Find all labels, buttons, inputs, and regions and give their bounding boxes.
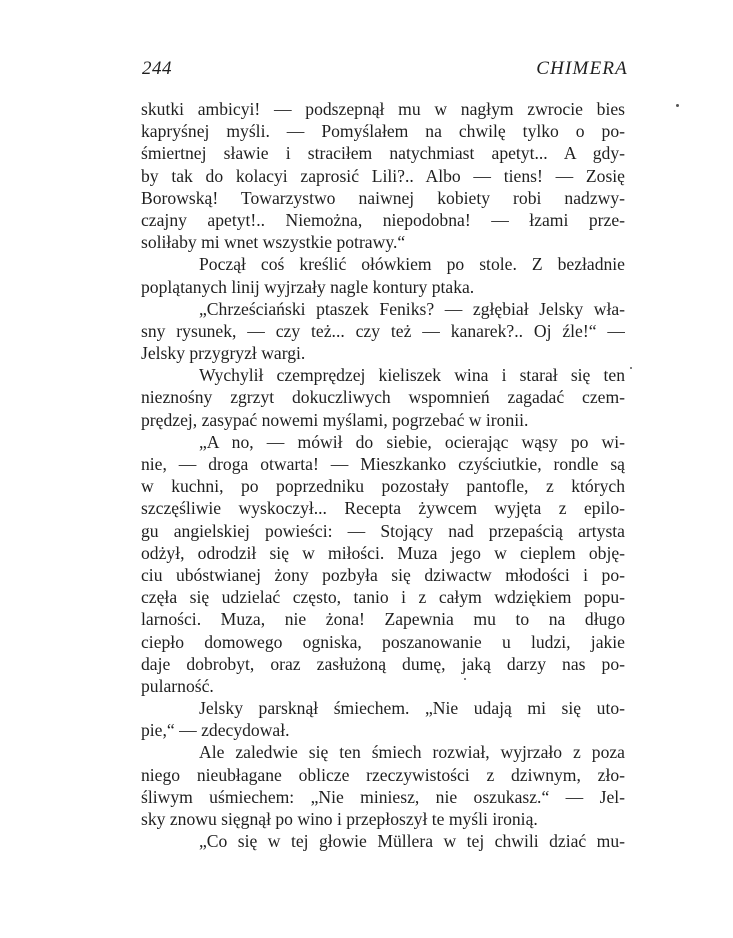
text-line: pie,“ — zdecydował. xyxy=(141,720,290,741)
running-title: CHIMERA xyxy=(536,58,628,79)
paper-speck xyxy=(676,104,679,107)
text-line: sny rysunek, — czy też... czy też — kanarek?.. Oj źle!“ — xyxy=(141,320,625,341)
page-number: 244 xyxy=(142,58,172,79)
text-line: kapryśnej myśli. — Pomyślałem na chwilę tylko o po- xyxy=(141,121,625,142)
running-head xyxy=(142,58,628,84)
text-line: ciepło domowego ogniska, poszanowanie u ludzi, jakie xyxy=(141,631,625,652)
text-line: poplątanych linij wyjrzały nagle kontury ptaka. xyxy=(141,276,475,297)
paragraph-start-line: Wychylił czemprędzej kieliszek wina i starał się ten xyxy=(199,365,625,386)
paper-speck xyxy=(464,678,466,680)
text-line: pularność. xyxy=(141,675,214,696)
text-line: Jelsky przygryzł wargi. xyxy=(141,343,306,364)
text-line: śliwym uśmiechem: „Nie miniesz, nie oszukasz.“ — Jel- xyxy=(141,786,625,807)
paragraph-start-line: Ale zaledwie się ten śmiech rozwiał, wyjrzało z poza xyxy=(199,742,625,763)
text-line: soliłaby mi wnet wszystkie potrawy.“ xyxy=(141,232,406,253)
text-line: by tak do kolacyi zaprosić Lili?.. Albo — tiens! — Zosię xyxy=(141,165,625,186)
text-line: skutki ambicyi! — podszepnął mu w nagłym zwrocie bies xyxy=(141,99,625,119)
text-line: szczęśliwie wyskoczył... Recepta żywcem wyjęta z epilo- xyxy=(141,498,625,519)
text-line: prędzej, zasypać nowemi myślami, pogrzebać w ironii. xyxy=(141,409,529,430)
text-line: nieznośny zgrzyt dokuczliwych wspomnień zagadać czem- xyxy=(141,387,625,408)
paragraph-start-line: Począł coś kreślić ołówkiem po stole. Z bezładnie xyxy=(199,254,625,275)
text-line: gu angielskiej powieści: — Stojący nad przepaścią artysta xyxy=(141,520,625,541)
text-line: larności. Muza, nie żona! Zapewnia mu to na długo xyxy=(141,609,625,630)
body-text xyxy=(141,98,625,852)
text-line: daje dobrobyt, oraz zasłużoną dumę, jaką darzy nas po- xyxy=(141,653,625,674)
paragraph-start-line: Jelsky parsknął śmiechem. „Nie udają mi się uto- xyxy=(199,698,625,719)
text-line: Borowską! Towarzystwo naiwnej kobiety robi nadzwy- xyxy=(141,187,625,208)
text-line: śmiertnej sławie i straciłem natychmiast apetyt... A gdy- xyxy=(141,143,625,164)
text-line: częła się udzielać często, tanio i z całym wdziękiem popu- xyxy=(141,587,625,608)
paragraph-start-line: „Co się w tej głowie Müllera w tej chwili dziać mu- xyxy=(199,831,625,852)
paragraph-start-line: „Chrześciański ptaszek Feniks? — zgłębiał Jelsky wła- xyxy=(199,298,625,319)
text-line: nie, — droga otwarta! — Mieszkanko czyściutkie, rondle są xyxy=(141,454,625,474)
text-line: sky znowu sięgnął po wino i przepłoszył te myśli ironią. xyxy=(141,809,538,829)
paper-speck xyxy=(630,367,632,369)
paragraph-start-line: „A no, — mówił do siebie, ocierając wąsy po wi- xyxy=(199,431,625,452)
text-line: ciu ubóstwianej żony pozbyła się dziwactw młodości i po- xyxy=(141,564,625,585)
text-line: niego nieubłagane oblicze rzeczywistości z dziwnym, zło- xyxy=(141,764,625,785)
text-line: czajny apetyt!.. Niemożna, niepodobna! — łzami prze- xyxy=(141,209,625,230)
text-line: odżył, odrodził się w miłości. Muza jego w cieplem obję- xyxy=(141,542,625,563)
text-line: w kuchni, po poprzedniku pozostały pantofle, z których xyxy=(141,476,625,497)
